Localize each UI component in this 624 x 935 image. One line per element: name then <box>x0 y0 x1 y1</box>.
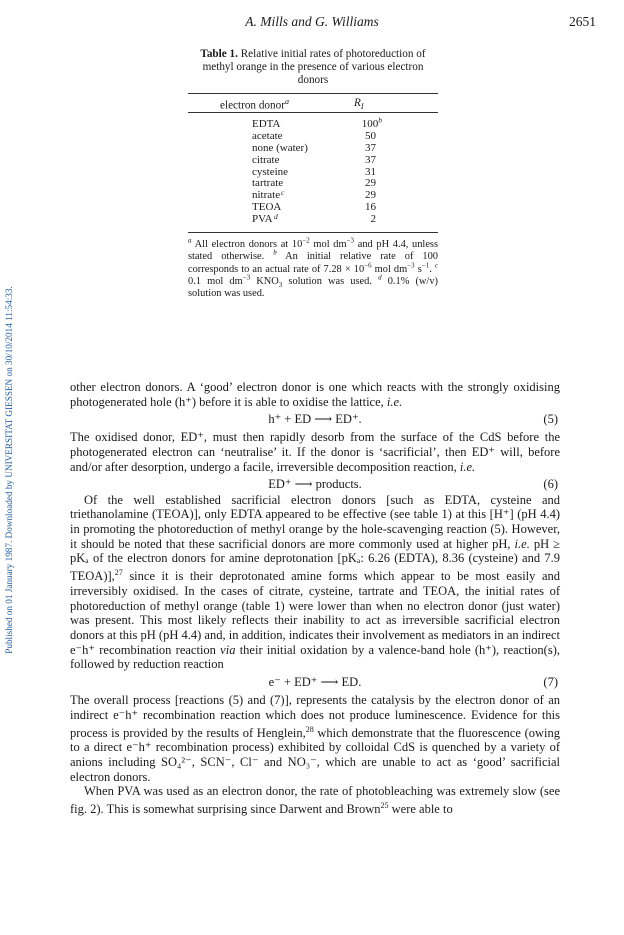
paragraph-5: When PVA was used as an electron donor, the rate of photobleaching was extremely slow (see fig. 2). This is somewhat surprising since Darwent and Brown$^{25}$ were able to <box>70 784 560 817</box>
rate-value: 37 <box>365 141 376 154</box>
equation-6-expr: ED⁺ ⟶ products. <box>268 476 362 491</box>
table-row <box>188 178 438 190</box>
table-row <box>188 167 438 179</box>
rate-value: 29 <box>365 177 376 190</box>
table-row <box>188 115 438 131</box>
table-caption <box>188 48 438 87</box>
equation-5-expr: h⁺ + ED ⟶ ED⁺. <box>268 412 362 427</box>
col-header-donor: electron donor$^a$ <box>220 97 289 112</box>
table-row: PVA d 2 <box>252 212 376 226</box>
table-row <box>188 155 438 167</box>
page-header <box>0 14 624 34</box>
table-row: nitrate c 29 <box>252 188 376 202</box>
table-bottom-rule <box>188 232 438 233</box>
donor-name: none (water) <box>252 141 308 154</box>
equation-7-number: (7) <box>543 675 558 690</box>
rate-value: 16 <box>365 201 376 214</box>
table-row <box>188 131 438 143</box>
donor-name: PVA <box>252 213 273 226</box>
rate-value: 50 <box>365 129 376 142</box>
equation-6 <box>70 475 560 493</box>
page-number: 2651 <box>569 14 596 29</box>
paragraph-3: Of the well established sacrificial electron donors [such as EDTA, cysteine and triethanolamine (TEOA)], only EDTA appeared to be effective (see table 1) at this [H⁺] (pH 4.4) in promoting the photoreduction of methyl orange by the hole-scavenging reaction (5). However, it should be noted that these sacrificial donors are more commonly used at higher pH, i.e. pH ≥ pKₐ of the electron donors for amine deprotonation [pKₐ: 6.26 (EDTA), 8.36 (cysteine) and 7.9 TEOA)],$^{27}$ since it is their deprotonated amine forms which appear to be most easily and irreversibly oxidised. In the cases of citrate, cysteine, tartrate and TEOA, the initial rates of photoreduction of methyl orange (table 1) were lower than when no electron donor (just water) was present. This most likely reflects their inability to act as irreversible sacrificial electron donors at this pH (pH 4.4) and, in addition, indicates their involvement as mediators in an indirect e⁻h⁺ recombination reaction via their initial oxidation by a valence-band hole (h⁺), reaction(s), followed by reduction reaction <box>70 492 561 672</box>
equation-7 <box>70 672 560 693</box>
rate-value: 29 <box>365 189 376 202</box>
paragraph-2: The oxidised donor, ED⁺, must then rapidly desorb from the surface of the CdS before the photogenerated electron can ‘neutralise’ it. If the donor is ‘sacrificial’, then ED⁺ will, before and/or after desorption, undergo a facile, irreversible decomposition reaction, i.e. <box>70 430 560 474</box>
equation-7-expr: e⁻ + ED⁺ ⟶ ED. <box>268 675 362 690</box>
donor-name: acetate <box>252 129 283 142</box>
table-body <box>188 113 438 232</box>
donor-name: TEOA <box>252 201 282 214</box>
table-caption-text: Relative initial rates of photoreduction of methyl orange in the presence of various electron donors <box>202 48 426 86</box>
paragraph-1: other electron donors. A ‘good’ electron donor is one which reacts with the strongly oxidising photogenerated hole (h⁺) before it is able to oxidise the lattice, i.e. <box>70 380 560 409</box>
table-label: Table 1. <box>200 48 238 60</box>
donor-name: citrate <box>252 153 280 166</box>
download-watermark-text: Published on 01 January 1987. Downloaded by UNIVERSITAT GIESSEN on 30/10/2014 11:54:33. <box>4 286 14 654</box>
col-header-rate: $R_I$ <box>354 97 364 112</box>
table-row <box>188 143 438 155</box>
table-header-row <box>188 94 438 112</box>
donor-name: EDTA <box>252 118 281 130</box>
equation-5 <box>70 409 560 430</box>
rate-value: 2 <box>370 213 376 226</box>
table-row <box>188 202 438 214</box>
download-watermark <box>2 150 16 790</box>
table-footnote: $^a$ All electron donors at $10^{-2}$ mol $dm^{-3}$ and pH 4.4, unless stated otherwise. $^b$ An initial relative rate of 100 corresponds to an actual rate of $7.28 \times 10^{-6}$ mol $dm^{-3}$ $s^{-1}$. $^c$ 0.1 mol $dm^{-3}$ $KNO_3$ solution was used. $^d$ 0.1% (w/v) solution was used. <box>188 236 439 300</box>
rate-value: 31 <box>365 165 376 178</box>
donor-name: cysteine <box>252 165 289 178</box>
donor-name: nitrate <box>252 189 281 202</box>
equation-6-number: (6) <box>543 476 558 491</box>
running-head-authors: A. Mills and G. Williams <box>245 14 379 29</box>
rate-value: 37 <box>365 153 376 166</box>
table-1 <box>188 48 438 301</box>
donor-name: tartrate <box>252 177 284 190</box>
rate-value: 100$^b$ <box>361 115 382 130</box>
body-text <box>70 380 560 817</box>
equation-5-number: (5) <box>543 412 558 427</box>
paragraph-4: The overall process [reactions (5) and (7)], represents the catalysis by the electron donor of an indirect e⁻h⁺ recombination reaction which does not produce luminescence. Evidence for this process is provided by the results of Henglein,$^{28}$ which demonstrate that the fluorescence (owing to a direct e⁻h⁺ recombination process) exhibited by colloidal CdS is quenched by a variety of anions including SO₄²⁻, SCN⁻, Cl⁻ and NO₃⁻, which are unable to act as ‘good’ sacrificial electron donors. <box>70 693 560 784</box>
